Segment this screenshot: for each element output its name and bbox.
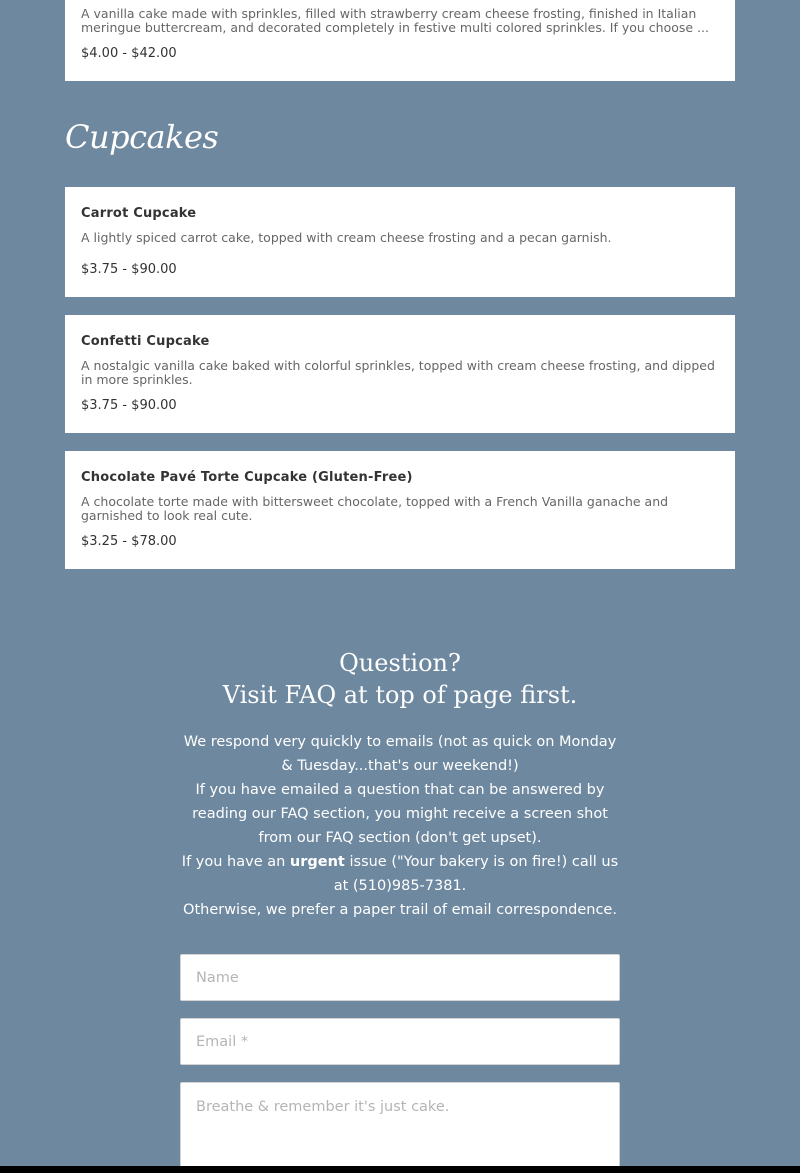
urgent-suffix: issue ("Your bakery is on fire!) call us at (510)985-7381.	[333, 854, 619, 894]
product-description: A lightly spiced carrot cake, topped with cream cheese frosting and a pecan garnish.	[81, 230, 612, 245]
bottom-edge	[0, 1166, 800, 1173]
contact-info	[180, 730, 620, 922]
contact-paragraph-urgent	[180, 850, 620, 898]
product-name[interactable]: Chocolate Pavé Torte Cupcake (Gluten-Free)	[81, 470, 413, 485]
product-price: $4.00 - $42.00	[81, 46, 177, 61]
product-description: A nostalgic vanilla cake baked with colorful sprinkles, topped with cream cheese frosting, and dipped in more sprinkles.	[81, 358, 715, 387]
product-price: $3.25 - $78.00	[81, 534, 177, 549]
email-field[interactable]	[180, 1018, 620, 1065]
product-card-previous[interactable]	[65, 0, 735, 81]
contact-heading-line1: Question?	[339, 649, 461, 677]
contact-heading-line2: Visit FAQ at top of page first.	[222, 681, 578, 709]
contact-paragraph-faq: If you have emailed a question that can be answered by reading our FAQ section, you might receive a screen shot from our FAQ section (don't get upset).	[192, 782, 608, 846]
section-title: Cupcakes	[65, 118, 219, 156]
product-description: A chocolate torte made with bittersweet chocolate, topped with a French Vanilla ganache and garnished to look real cute.	[81, 494, 669, 523]
message-field[interactable]	[180, 1082, 620, 1172]
product-name[interactable]: Confetti Cupcake	[81, 334, 210, 349]
product-description: A vanilla cake made with sprinkles, filled with strawberry cream cheese frosting, finished in Italian meringue buttercream, and decorated completely in festive multi colored sprinkles. If you choose ...	[81, 6, 709, 35]
product-price: $3.75 - $90.00	[81, 262, 177, 277]
product-card[interactable]	[65, 187, 735, 297]
name-field[interactable]	[180, 954, 620, 1001]
product-card[interactable]	[65, 451, 735, 569]
product-card[interactable]	[65, 315, 735, 433]
urgent-prefix: If you have an	[181, 854, 290, 870]
contact-heading	[0, 647, 800, 711]
urgent-label: urgent	[289, 854, 345, 870]
product-name[interactable]: Carrot Cupcake	[81, 206, 197, 221]
contact-paragraph-response-time: We respond very quickly to emails (not as quick on Monday & Tuesday...that's our weekend!)	[183, 734, 617, 774]
product-price: $3.75 - $90.00	[81, 398, 177, 413]
contact-paragraph-email-preference: Otherwise, we prefer a paper trail of email correspondence.	[183, 902, 617, 918]
